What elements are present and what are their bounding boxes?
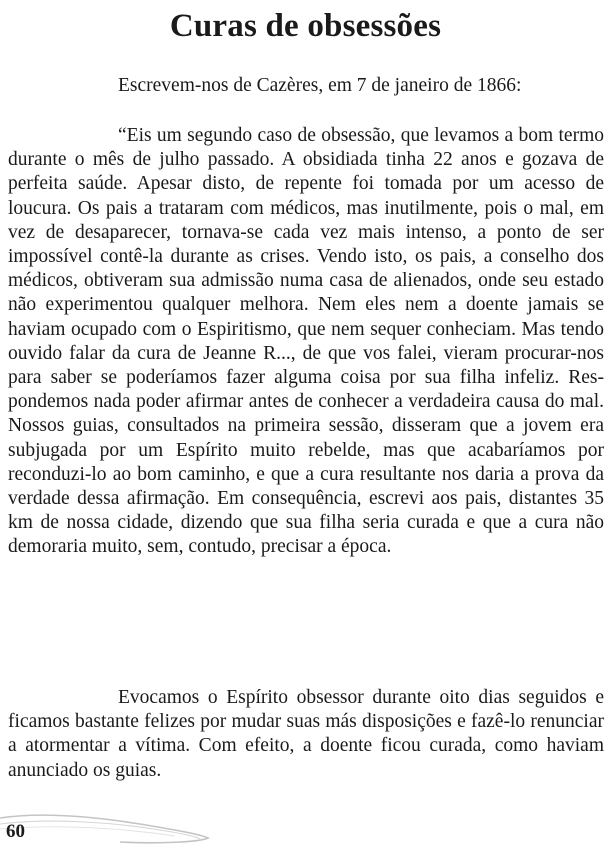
page-number: 60 xyxy=(6,821,25,842)
body-paragraph: “Eis um segundo caso de obsessão, que levamos a bom termo durante o mês de julho passado. A obsidiada tinha 22 anos e gozava de perfeita saúde. Apesar disto, de repente foi tomada por um acesso de loucura. Os pais a trataram com médicos, mas inutilmente, pois o mal, em vez de desaparecer, tornava-se cada vez mais intenso, a ponto de ser impossível contê-la durante as crises. Vendo isto, os pais, a conselho dos médicos, obtiveram sua admissão numa casa de alienados, onde seu estado não experimentou qualquer melhora. Nem eles nem a doente jamais se haviam ocupado com o Espiritismo, que nem sequer conheciam. Mas tendo ouvido falar da cura de Jeanne R..., de que vos falei, vieram procurar-nos para saber se poderíamos fazer alguma coisa por sua filha infeliz. Respondemos nada poder afirmar antes de conhecer a verdadeira causa do mal. Nossos guias, consultados na primeira sessão, disseram que a jovem era subjugada por um Espírito muito rebelde, mas que acabaríamos por reconduzi-lo ao bom caminho, e que a cura resultante nos daria a prova da verdade dessa afirmação. Em consequência, escrevi aos pais, distantes 35 km de nossa cidade, dizendo que sua filha seria curada e que a cura não demoraria muito, sem, contudo, precisar a época. xyxy=(8,125,604,558)
page-title: Curas de obsessões xyxy=(169,8,442,44)
body-paragraph: Evocamos o Espírito obsessor durante oito dias seguidos e ficamos bastante felizes por mudar suas más disposições e fazê-lo renunciar a atormentar a vítima. Com efeito, a doente ficou curada, como haviam anunciado os guias. xyxy=(8,687,604,781)
letter-intro: Escrevem-nos de Cazères, em 7 de janeiro de 1866: xyxy=(118,75,522,96)
decorative-swoosh-icon xyxy=(0,798,230,846)
